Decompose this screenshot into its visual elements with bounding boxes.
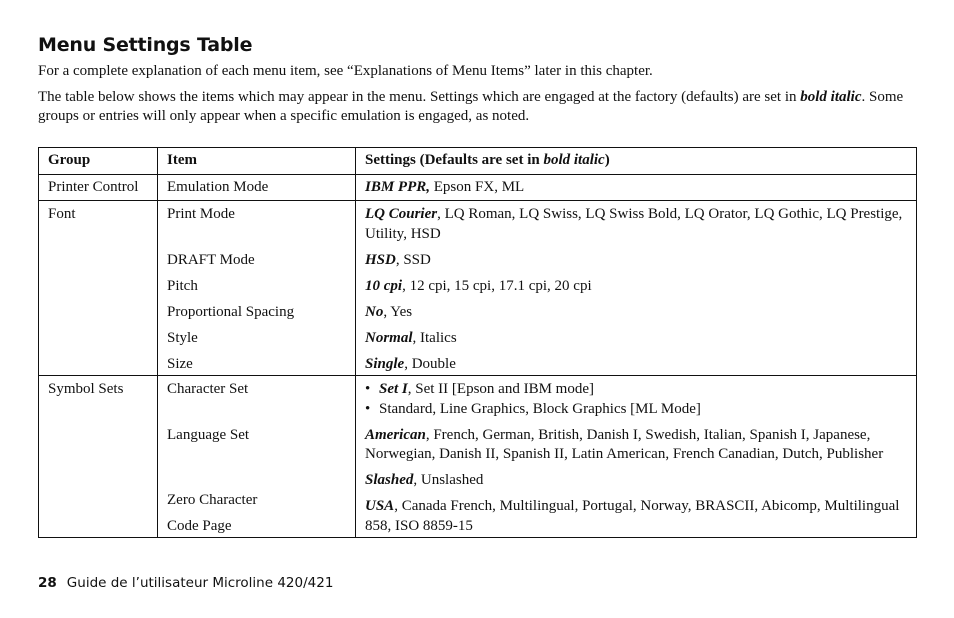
settings-size — [365, 355, 907, 375]
rest-pitch: , 12 cpi, 15 cpi, 17.1 cpi, 20 cpi — [402, 277, 592, 294]
items-symbol-sets — [158, 376, 356, 538]
rest-charset: , Set II [Epson and IBM mode] — [407, 381, 594, 397]
character-set-list — [365, 380, 907, 419]
rest-proportional: , Yes — [383, 303, 413, 320]
default-emulation: IBM PPR, — [365, 178, 431, 195]
item-language-set: Language Set — [167, 426, 250, 443]
settings-font — [356, 201, 917, 376]
items-font — [158, 201, 356, 376]
settings-language-set — [365, 426, 907, 465]
header-settings-em: bold italic — [543, 152, 605, 169]
item-style: Style — [167, 329, 198, 346]
rest-zero: , Unslashed — [413, 472, 484, 488]
footer-text: Guide de l’utilisateur Microline 420/421 — [66, 575, 334, 591]
page-footer — [38, 575, 333, 591]
default-pitch: 10 cpi — [365, 277, 403, 294]
intro2-post: . Some groups or entries will only appear when a specific emulation is engaged, as noted. — [38, 89, 904, 124]
group-symbol-sets: Symbol Sets — [39, 376, 158, 538]
settings-symbol-sets — [356, 376, 917, 538]
rest-style: , Italics — [412, 329, 457, 346]
rest-size: , Double — [404, 355, 456, 372]
group-font: Font — [39, 201, 158, 376]
intro-paragraph-1: For a complete explanation of each menu item, see “Explanations of Menu Items” later in this chapter. — [38, 63, 653, 79]
default-draft: HSD — [365, 251, 396, 268]
settings-emulation-mode — [356, 175, 917, 201]
character-set-bullet-1 — [365, 380, 907, 400]
settings-draft-mode — [365, 251, 907, 271]
header-settings-pre: Settings (Defaults are set in — [365, 152, 544, 169]
settings-print-mode — [365, 205, 907, 244]
rest-print-mode: , LQ Roman, LQ Swiss, LQ Swiss Bold, LQ Orator, LQ Gothic, LQ Prestige, Utility, HSD — [365, 206, 903, 242]
item-code-page: Code Page — [167, 517, 232, 534]
rest-codepage: , Canada French, Multilingual, Portugal, Norway, BRASCII, Abicomp, Multilingual 858, ISO 8859-15 — [365, 498, 900, 534]
intro-paragraph-2 — [38, 88, 914, 126]
settings-style — [365, 329, 907, 349]
item-size: Size — [167, 355, 193, 372]
rest-emulation: Epson FX, ML — [430, 178, 525, 195]
default-style: Normal — [365, 329, 413, 346]
header-group: Group — [39, 148, 158, 175]
settings-pitch — [365, 277, 907, 297]
intro2-pre: The table below shows the items which may appear in the menu. Settings which are engaged at the factory (defaults) are set in — [38, 89, 801, 105]
character-set-bullet-2: • Standard, Line Graphics, Block Graphics [ML Mode] — [365, 400, 907, 420]
default-print-mode: LQ Courier — [365, 206, 438, 222]
page-number: 28 — [38, 575, 57, 591]
rest-language: , French, German, British, Danish I, Swedish, Italian, Spanish I, Japanese, Norwegian, Danish II, Spanish II, Latin American, French Canadian, Dutch, Publisher — [365, 426, 884, 462]
default-proportional: No — [365, 303, 384, 320]
rest-draft: , SSD — [395, 251, 431, 268]
header-item: Item — [158, 148, 356, 175]
default-codepage: USA — [365, 498, 395, 514]
item-print-mode: Print Mode — [167, 206, 235, 222]
item-proportional-spacing: Proportional Spacing — [167, 303, 295, 320]
table-row-symbol-sets — [39, 376, 917, 538]
menu-settings-table — [38, 147, 917, 538]
settings-zero-character — [365, 471, 907, 491]
header-settings-post: ) — [604, 152, 610, 169]
settings-proportional — [365, 303, 907, 323]
settings-code-page — [365, 497, 907, 536]
item-emulation-mode: Emulation Mode — [158, 175, 356, 201]
default-zero: Slashed — [365, 472, 414, 488]
header-settings — [356, 148, 917, 175]
table-row-font — [39, 201, 917, 376]
table-row-printer-control — [39, 175, 917, 201]
default-size: Single — [365, 355, 405, 372]
default-charset: Set I — [379, 381, 408, 397]
page-title: Menu Settings Table — [38, 34, 253, 56]
table-header-row — [39, 148, 917, 175]
item-pitch: Pitch — [167, 277, 198, 294]
group-printer-control: Printer Control — [39, 175, 158, 201]
item-draft-mode: DRAFT Mode — [167, 251, 255, 268]
item-character-set: Character Set — [167, 381, 249, 397]
intro2-bold: bold italic — [800, 89, 862, 105]
default-language: American — [365, 426, 426, 443]
item-zero-character: Zero Character — [167, 491, 258, 508]
